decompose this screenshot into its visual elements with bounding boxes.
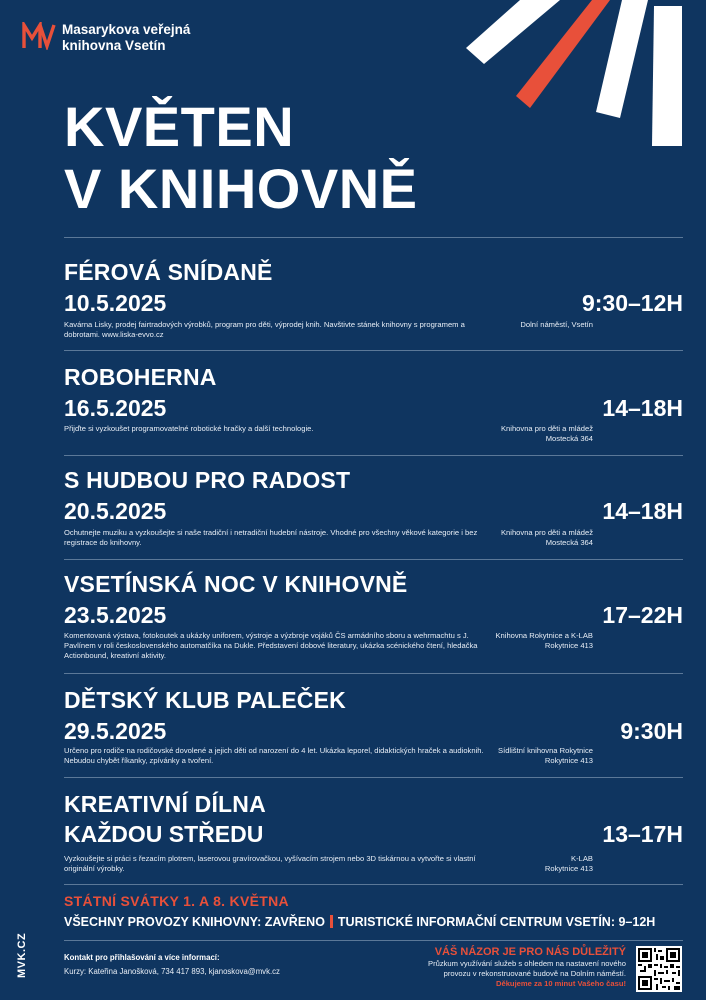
separator-bar [330,915,333,928]
divider [64,559,683,560]
library-name-line2: knihovna Vsetín [62,38,166,53]
event-location [393,424,593,444]
divider [64,455,683,456]
event-time: 14–18H [602,498,683,524]
survey-block [326,946,626,989]
holiday-hours [64,915,655,929]
event-description: Ochutnejte muziku a vyzkoušejte si naše tradiční i netradiční hudební nástroje. Vhodné pro všechny věkové kategorie i bez registrace do knihovny. [64,528,478,547]
divider [64,940,683,941]
event-title: ROBOHERNA [64,364,217,390]
holiday-tic-hours: TURISTICKÉ INFORMAČNÍ CENTRUM VSETÍN: 9–12H [337,915,656,929]
page-title [64,96,418,220]
event-title: KREATIVNÍ DÍLNA [64,791,266,817]
event-description: Vyzkoušejte si práci s řezacím plotrem, laserovou gravírovačkou, vyšívacím strojem nebo 3D tiskárnou a vytvořte si vlastní originální výrobky. [64,854,476,873]
contact-heading: Kontakt pro přihlašování a více informací: [64,953,220,962]
holiday-library-status: VŠECHNY PROVOZY KNIHOVNY: ZAVŘENO [64,915,325,929]
mv-logo-icon [22,22,56,50]
event-location-line: Rokytnice 413 [544,864,593,873]
survey-thanks: Děkujeme za 10 minut Vašeho času! [496,979,626,988]
divider [64,673,683,674]
survey-line: Průzkum využívání služeb s ohledem na nastavení nového [428,959,626,968]
event-roboherna [64,363,683,453]
event-location-line: Knihovna pro děti a mládež [500,528,593,537]
event-location-line: Mostecká 364 [545,434,593,443]
contact-details: Kurzy: Kateřina Janošková, 734 417 893, kjanoskova@mvk.cz [64,967,280,976]
event-location-line: Mostecká 364 [545,538,593,547]
event-time: 13–17H [602,821,683,847]
divider [64,350,683,351]
event-title: DĚTSKÝ KLUB PALEČEK [64,687,346,713]
library-logo [22,22,190,54]
event-date: 20.5.2025 [64,498,167,524]
event-vsetinska-noc [64,570,683,670]
event-time: 14–18H [602,395,683,421]
event-date: 10.5.2025 [64,290,167,316]
event-description: Určeno pro rodiče na rodičovské dovolené a jejich děti od narození do 4 let. Ukázka leporel, didaktických hraček a audioknih. Nebudou chybět říkanky, zpívánky a tvoření. [64,746,484,765]
title-line2: V KNIHOVNĚ [64,157,418,220]
survey-line: provozu v rekonstruované budově na Dolním náměstí. [443,969,626,978]
event-s-hudbou-pro-radost [64,466,683,556]
library-name-line1: Masarykova veřejná [62,22,191,37]
event-date: KAŽDOU STŘEDU [64,821,264,847]
event-location-line: Rokytnice 413 [544,641,593,650]
event-time: 17–22H [602,602,683,628]
event-ferova-snidane [64,258,683,348]
event-time: 9:30–12H [581,290,683,316]
holiday-heading: STÁTNÍ SVÁTKY 1. A 8. KVĚTNA [64,893,289,909]
event-location-line: Rokytnice 413 [544,756,593,765]
event-title: S HUDBOU PRO RADOST [64,467,351,493]
title-line1: KVĚTEN [64,95,295,158]
event-location [393,631,593,651]
divider [64,777,683,778]
event-location-line: Knihovna pro děti a mládež [500,424,593,433]
qr-code-icon[interactable] [636,946,682,992]
event-location-line: Knihovna Rokytnice a K-LAB [495,631,593,640]
event-date: 29.5.2025 [64,718,167,744]
qr-code-graphic [636,946,682,992]
event-time: 9:30H [620,718,683,744]
event-description: Přijďte si vyzkoušet programovatelné robotické hračky a další technologie. [64,424,314,433]
event-location-line: Dolní náměstí, Vsetín [520,320,593,329]
event-date: 23.5.2025 [64,602,167,628]
event-location [393,854,593,874]
survey-heading: VÁŠ NÁZOR JE PRO NÁS DŮLEŽITÝ [434,946,626,958]
event-description: Komentovaná výstava, fotokoutek a ukázky uniforem, výstroje a výzbroje vojáků ČS armádního sboru a wehrmachtu s J. Pavlínem v roli československého automatčíka na Dukle. Představení dobové literatury, ukázka scénického čtení, hledačka Actionbound, kreativní aktivity. [64,631,478,660]
event-title: VSETÍNSKÁ NOC V KNIHOVNĚ [64,571,408,597]
event-detsky-klub-palecek [64,686,683,776]
event-location-line: K-LAB [571,854,593,863]
event-kreativni-dilna [64,790,683,885]
event-title: FÉROVÁ SNÍDANĚ [64,259,273,285]
library-name [62,22,190,54]
website-label: MVK.CZ [16,932,28,978]
event-location [393,528,593,548]
divider [64,884,683,885]
event-location [393,320,593,330]
event-location-line: Sídlištní knihovna Rokytnice [498,746,593,755]
event-date: 16.5.2025 [64,395,167,421]
divider [64,237,683,238]
event-location [393,746,593,766]
event-description: Kavárna Lisky, prodej fairtradových výrobků, program pro děti, výprodej knih. Navštivte stánek knihovny s programem a dobrotami. www.liska-evvo.cz [64,320,465,339]
